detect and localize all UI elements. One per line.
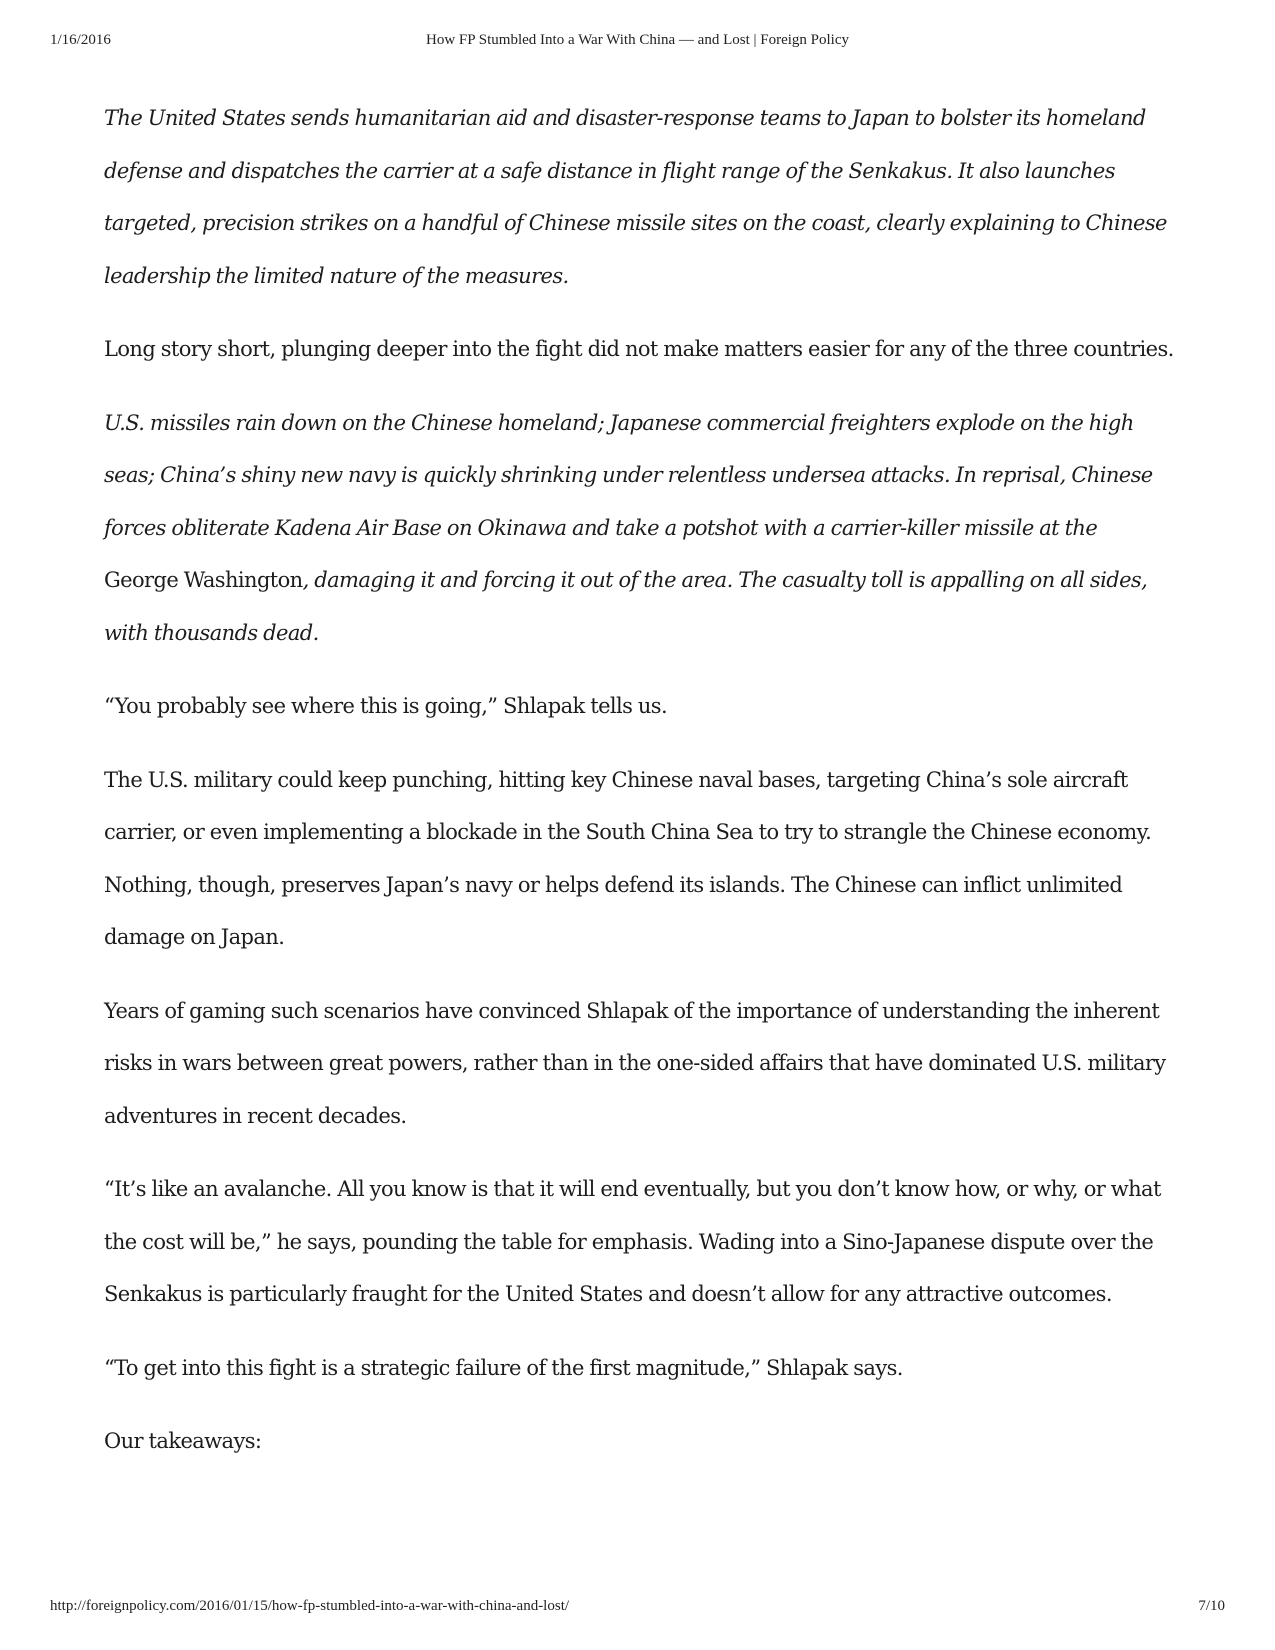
scenario-2-text-a: U.S. missiles rain down on the Chinese homeland; Japanese commercial freighters explode on the high seas; China’s shiny new navy is quickly shrinking under relentless undersea attacks. In reprisal, Chinese forces obliterate Kadena Air Base on Okinawa and take a potshot with a carrier-killer missile at the [104, 410, 1153, 540]
paragraph-scenario-2 [104, 397, 1174, 660]
paragraph-takeaways: Our takeaways: [104, 1429, 262, 1453]
paragraph-gaming-scenarios: Years of gaming such scenarios have convinced Shlapak of the importance of understanding the inherent risks in wars between great powers, rather than in the one-sided affairs that have dominated U.S. military adventures in recent decades. [104, 998, 1166, 1128]
print-date: 1/16/2016 [50, 32, 111, 48]
paragraph-quote-shlapak: “You probably see where this is going,” Shlapak tells us. [104, 694, 668, 718]
paragraph-military-options: The U.S. military could keep punching, hitting key Chinese naval bases, targeting China’s sole aircraft carrier, or even implementing a blockade in the South China Sea to try to strangle the Chinese economy. Nothing, though, preserves Japan’s navy or helps defend its islands. The Chinese can inflict unlimited damage on Japan. [104, 767, 1152, 949]
paragraph-strategic-failure: “To get into this fight is a strategic failure of the first magnitude,” Shlapak says. [104, 1355, 903, 1380]
page-number: 7/10 [1198, 1598, 1225, 1614]
article-body [104, 92, 1174, 1489]
paragraph-scenario-1: The United States sends humanitarian aid and disaster-response teams to Japan to bolster its homeland defense and dispatches the carrier at a safe distance in flight range of the Senkakus. It also launches targeted, precision strikes on a handful of Chinese missile sites on the coast, clearly explaining to Chinese leadership the limited nature of the measures. [104, 106, 1167, 288]
page-url: http://foreignpolicy.com/2016/01/15/how-fp-stumbled-into-a-war-with-china-and-lost/ [50, 1598, 570, 1614]
print-footer [50, 1598, 1225, 1618]
print-header [50, 32, 1225, 52]
ship-name: George Washington [104, 568, 303, 592]
scenario-2-text-b: , damaging it and forcing it out of the area. The casualty toll is appalling on all sides, with thousands dead. [104, 568, 1148, 645]
paragraph-avalanche-quote: “It’s like an avalanche. All you know is that it will end eventually, but you don’t know how, or why, or what the cost will be,” he says, pounding the table for emphasis. Wading into a Sino-Japanese dispute over the Senkakus is particularly fraught for the United States and doesn’t allow for any attractive outcomes. [104, 1177, 1161, 1306]
page-title: How FP Stumbled Into a War With China — and Lost | Foreign Policy [426, 32, 849, 48]
paragraph-long-story-short: Long story short, plunging deeper into the fight did not make matters easier for any of the three countries. [104, 337, 1174, 361]
